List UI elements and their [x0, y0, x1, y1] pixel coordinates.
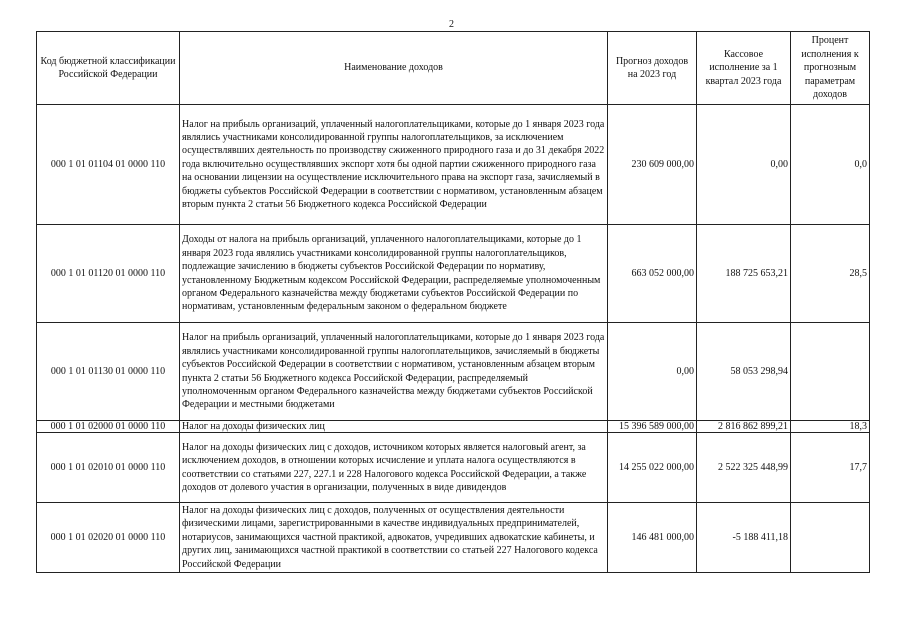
row-name: Налог на прибыль организаций, уплаченный налогоплательщиками, которые до 1 января 2023 года являлись участниками консолидированной группы налогоплательщиков, за исключением осуществлявших деятельность по производству сжиженного природного газа и до 31 декабря 2022 года включительно осуществлявших экспорт хотя бы одной партии сжиженного природного газа на основании лицензии на осуществление исключительного права на экспорт газа, зачисляемый в бюджеты субъектов Российской Федерации в соответствии с нормативом, установленным абзацем вторым пункта 2 статьи 56 Бюджетного кодекса Российской Федерации: [180, 105, 608, 225]
table-row: [37, 503, 870, 573]
row-forecast: 14 255 022 000,00: [608, 433, 697, 503]
table-row: [37, 225, 870, 323]
table-row: [37, 105, 870, 225]
header-percent: Процент исполнения к прогнозным параметрам доходов: [791, 32, 870, 105]
row-forecast: 15 396 589 000,00: [608, 421, 697, 433]
table-row: [37, 323, 870, 421]
row-cash: 188 725 653,21: [697, 225, 791, 323]
row-cash: 58 053 298,94: [697, 323, 791, 421]
row-name: Налог на прибыль организаций, уплаченный налогоплательщиками, которые до 1 января 2023 года являлись участниками консолидированной группы налогоплательщиков, зачисляемый в бюджеты субъектов Российской Федерации в соответствии с нормативом, установленным абзацем вторым пункта 2 статьи 56 Бюджетного кодекса Российской Федерации, распределяемый уполномоченным органом Федерального казначейства между бюджетами субъектов Российской Федерации и местными бюджетами: [180, 323, 608, 421]
table-header-row: [37, 32, 870, 105]
table-row: [37, 421, 870, 433]
row-percent: [791, 323, 870, 421]
row-percent: [791, 503, 870, 573]
row-code: 000 1 01 02000 01 0000 110: [37, 421, 180, 433]
row-cash: 2 522 325 448,99: [697, 433, 791, 503]
row-code: 000 1 01 01104 01 0000 110: [37, 105, 180, 225]
table-row: [37, 433, 870, 503]
row-name: Налог на доходы физических лиц с доходов, источником которых является налоговый агент, за исключением доходов, в отношении которых исчисление и уплата налога осуществляются в соответствии со статьями 227, 227.1 и 228 Налогового кодекса Российской Федерации, а также доходов от долевого участия в организации, полученных в виде дивидендов: [180, 433, 608, 503]
row-cash: -5 188 411,18: [697, 503, 791, 573]
row-cash: 0,00: [697, 105, 791, 225]
row-forecast: 0,00: [608, 323, 697, 421]
row-percent: 17,7: [791, 433, 870, 503]
header-cash: Кассовое исполнение за 1 квартал 2023 года: [697, 32, 791, 105]
row-forecast: 663 052 000,00: [608, 225, 697, 323]
page-number: 2: [449, 19, 454, 30]
row-name: Доходы от налога на прибыль организаций, уплаченного налогоплательщиками, которые до 1 января 2023 года являлись участниками консолидированной группы налогоплательщиков, подлежащие зачислению в бюджеты субъектов Российской Федерации по нормативу, установленному Бюджетным кодексом Российской Федерации, распределяемые уполномоченным органом Федерального казначейства между бюджетами субъектов Российской Федерации по нормативам, установленным федеральным законом о федеральном бюджете: [180, 225, 608, 323]
row-code: 000 1 01 02020 01 0000 110: [37, 503, 180, 573]
header-forecast: Прогноз доходов на 2023 год: [608, 32, 697, 105]
row-name: Налог на доходы физических лиц: [180, 421, 608, 433]
row-percent: 18,3: [791, 421, 870, 433]
row-forecast: 230 609 000,00: [608, 105, 697, 225]
row-name: Налог на доходы физических лиц с доходов, полученных от осуществления деятельности физическими лицами, зарегистрированными в качестве индивидуальных предпринимателей, нотариусов, занимающихся частной практикой, адвокатов, учредивших адвокатские кабинеты, и других лиц, занимающихся частной практикой в соответствии со статьей 227 Налогового кодекса Российской Федерации: [180, 503, 608, 573]
row-percent: 0,0: [791, 105, 870, 225]
row-cash: 2 816 862 899,21: [697, 421, 791, 433]
row-code: 000 1 01 01120 01 0000 110: [37, 225, 180, 323]
header-name: Наименование доходов: [180, 32, 608, 105]
revenue-table: [36, 31, 870, 573]
row-percent: 28,5: [791, 225, 870, 323]
row-forecast: 146 481 000,00: [608, 503, 697, 573]
header-code: Код бюджетной классификации Российской Федерации: [37, 32, 180, 105]
row-code: 000 1 01 02010 01 0000 110: [37, 433, 180, 503]
row-code: 000 1 01 01130 01 0000 110: [37, 323, 180, 421]
